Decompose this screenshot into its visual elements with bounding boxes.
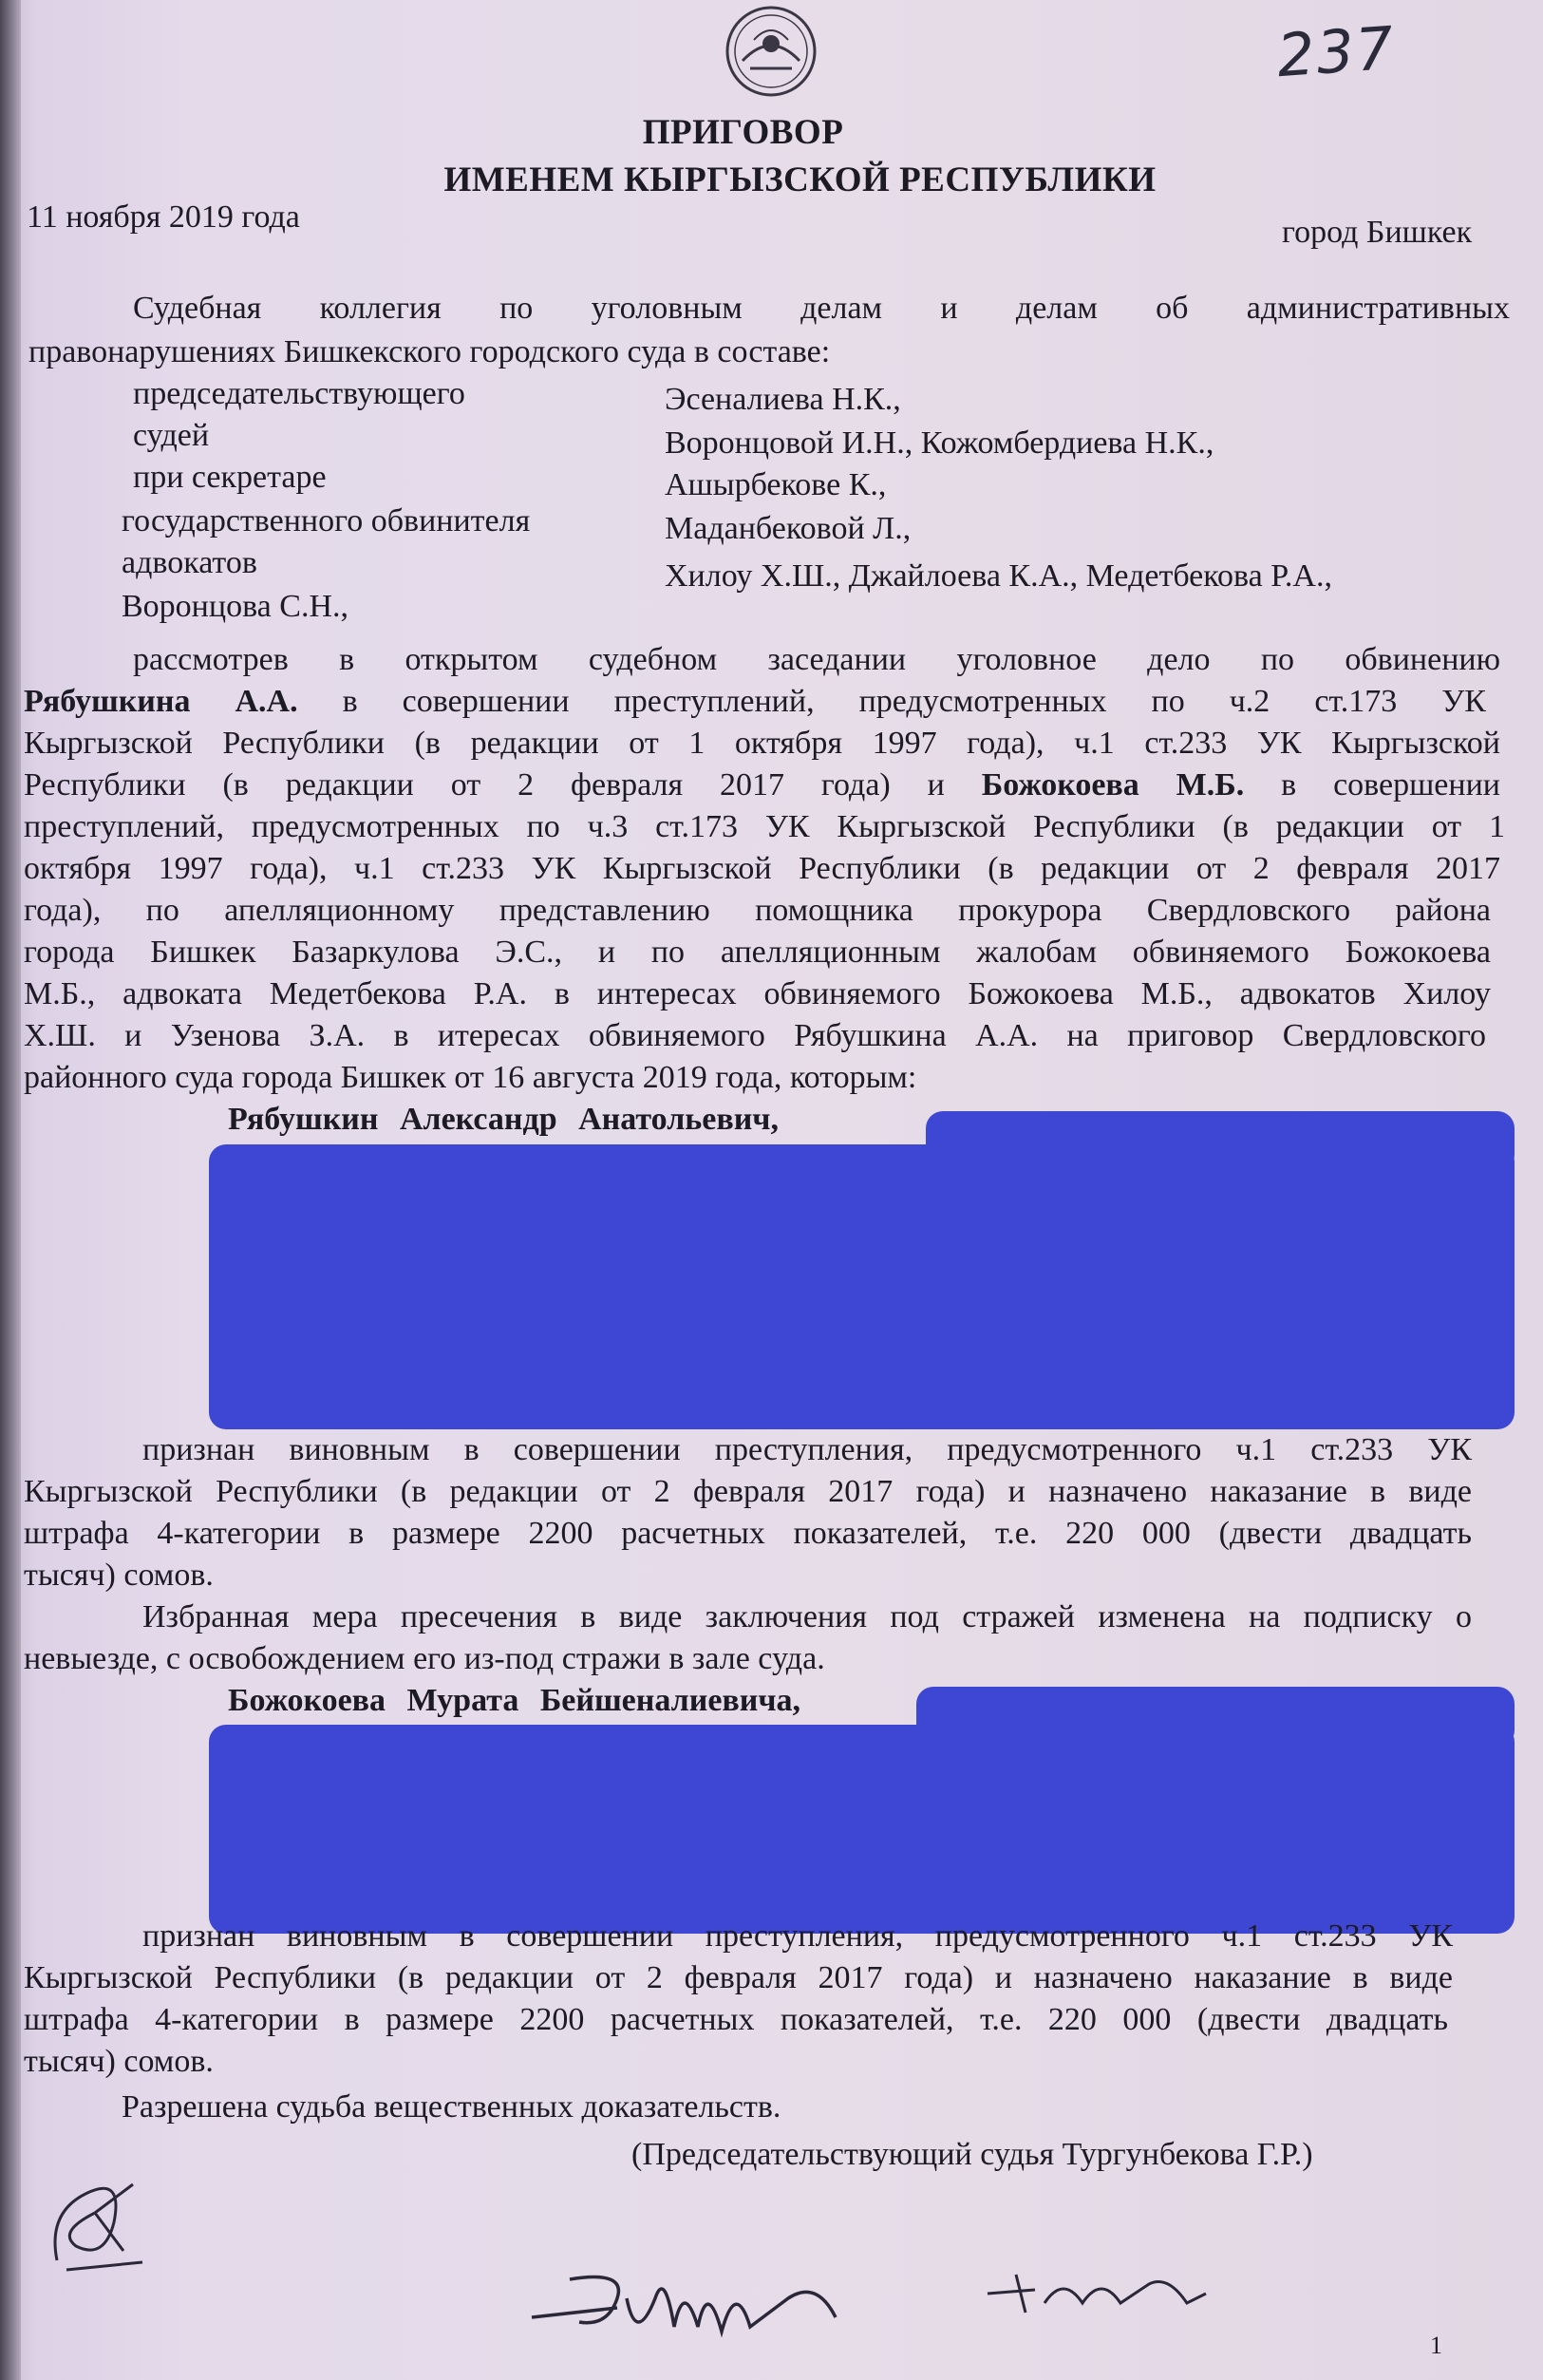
defendant1-verdict-line-2: Кыргызской Республики (в редакции от 2 февраля 2017 года) и назначено наказание в виде	[24, 1474, 1472, 1509]
presiding-judge: (Председательствующий судья Тургунбекова Г.Р.)	[631, 2137, 1313, 2172]
defendant1-verdict-line-3: штрафа 4-категории в размере 2200 расчетных показателей, т.е. 220 000 (двести двадцать	[24, 1516, 1472, 1551]
body-line-3: Кыргызской Республики (в редакции от 1 октября 1997 года), ч.1 ст.233 УК Кыргызской	[24, 726, 1500, 761]
document-subtitle: ИМЕНЕМ КЫРГЫЗСКОЙ РЕСПУБЛИКИ	[443, 161, 1157, 199]
role-prosecutor: государственного обвинителя	[122, 503, 531, 538]
names-advocates: Хилоу Х.Ш., Джайлоева К.А., Медетбекова Р.А.,	[665, 558, 1332, 594]
intro-line-1: Судебная коллегия по уголовным делам и делам об административных	[133, 291, 1510, 326]
defendant2-verdict-line-4: тысяч) сомов.	[24, 2044, 214, 2079]
defendant2-verdict-line-3: штрафа 4-категории в размере 2200 расчетных показателей, т.е. 220 000 (двести двадцать	[24, 2002, 1448, 2037]
redaction-block	[209, 1725, 1515, 1934]
role-secretary: при секретаре	[133, 460, 327, 495]
defendant1-verdict-line-1: признан виновным в совершении преступления, предусмотренного ч.1 ст.233 УК	[142, 1432, 1472, 1467]
body-line-11: районного суда города Бишкек от 16 августа 2019 года, которым:	[24, 1060, 917, 1095]
body-line-10: Х.Ш. и Узенова З.А. в итересах обвиняемого Рябушкина А.А. на приговор Свердловского	[24, 1018, 1486, 1053]
handwritten-page-number: 237	[1274, 12, 1398, 91]
body-line-6: октября 1997 года), ч.1 ст.233 УК Кыргызской Республики (в редакции от 2 февраля 2017	[24, 851, 1500, 886]
body-line-8: города Бишкек Базаркулова Э.С., и по апелляционным жалобам обвиняемого Божокоева	[24, 935, 1491, 970]
verdict-date: 11 ноября 2019 года	[27, 199, 300, 235]
names-judges: Воронцовой И.Н., Кожомбердиева Н.К.,	[665, 425, 1214, 461]
verdict-city: город Бишкек	[1282, 215, 1473, 250]
signature-right	[978, 2256, 1215, 2332]
document-title: ПРИГОВОР	[642, 113, 844, 152]
binding-edge	[0, 0, 21, 2380]
defendant2-short-name: Божокоева М.Б.	[981, 767, 1245, 803]
signature-left	[38, 2156, 161, 2279]
defendant1-measure-line-2: невыезде, с освобождением его из-под стражи в зале суда.	[24, 1641, 825, 1676]
defendant2-verdict-line-1: признан виновным в совершении преступления, предусмотренного ч.1 ст.233 УК	[142, 1918, 1453, 1954]
body-line-1: рассмотрев в открытом судебном заседании уголовное дело по обвинению	[133, 642, 1500, 677]
redaction-block	[209, 1144, 1515, 1429]
role-presiding: председательствующего	[133, 376, 465, 411]
names-presiding: Эсеналиева Н.К.,	[665, 382, 901, 417]
defendant2-verdict-line-2: Кыргызской Республики (в редакции от 2 февраля 2017 года) и назначено наказание в виде	[24, 1960, 1453, 1995]
defendant1-short-name: Рябушкина А.А.	[24, 684, 298, 719]
body-line-7: года), по апелляционному представлению помощника прокурора Свердловского района	[24, 893, 1491, 928]
body-line-2: Рябушкина А.А. в совершении преступлений, предусмотренных по ч.2 ст.173 УК	[24, 684, 1486, 719]
signature-middle	[513, 2241, 874, 2355]
defendant1-name: Рябушкин Александр Анатольевич,	[228, 1102, 779, 1137]
body-line-9: М.Б., адвоката Медетбекова Р.А. в интересах обвиняемого Божокоева М.Б., адвокатов Хилоу	[24, 976, 1491, 1011]
defendant2-name: Божокоева Мурата Бейшеналиевича,	[228, 1683, 801, 1718]
body-line-5: преступлений, предусмотренных по ч.3 ст.173 УК Кыргызской Республики (в редакции от 1	[24, 809, 1505, 844]
evidence-note: Разрешена судьба вещественных доказательств.	[122, 2089, 781, 2125]
extra-advocate: Воронцова С.Н.,	[122, 589, 348, 624]
names-prosecutor: Маданбековой Л.,	[665, 511, 912, 546]
page-number: 1	[1430, 2332, 1442, 2359]
defendant1-measure-line-1: Избранная мера пресечения в виде заключения под стражей изменена на подписку о	[142, 1599, 1472, 1634]
intro-line-2: правонарушениях Бишкекского городского суда в составе:	[28, 334, 831, 369]
role-advocates: адвокатов	[122, 545, 257, 580]
role-judges: судей	[133, 418, 210, 453]
defendant1-verdict-line-4: тысяч) сомов.	[24, 1558, 214, 1593]
body-line-4: Республики (в редакции от 2 февраля 2017 года) и Божокоева М.Б. в совершении	[24, 767, 1500, 803]
names-secretary: Ашырбекове К.,	[665, 467, 887, 502]
state-emblem-icon	[705, 2, 837, 106]
